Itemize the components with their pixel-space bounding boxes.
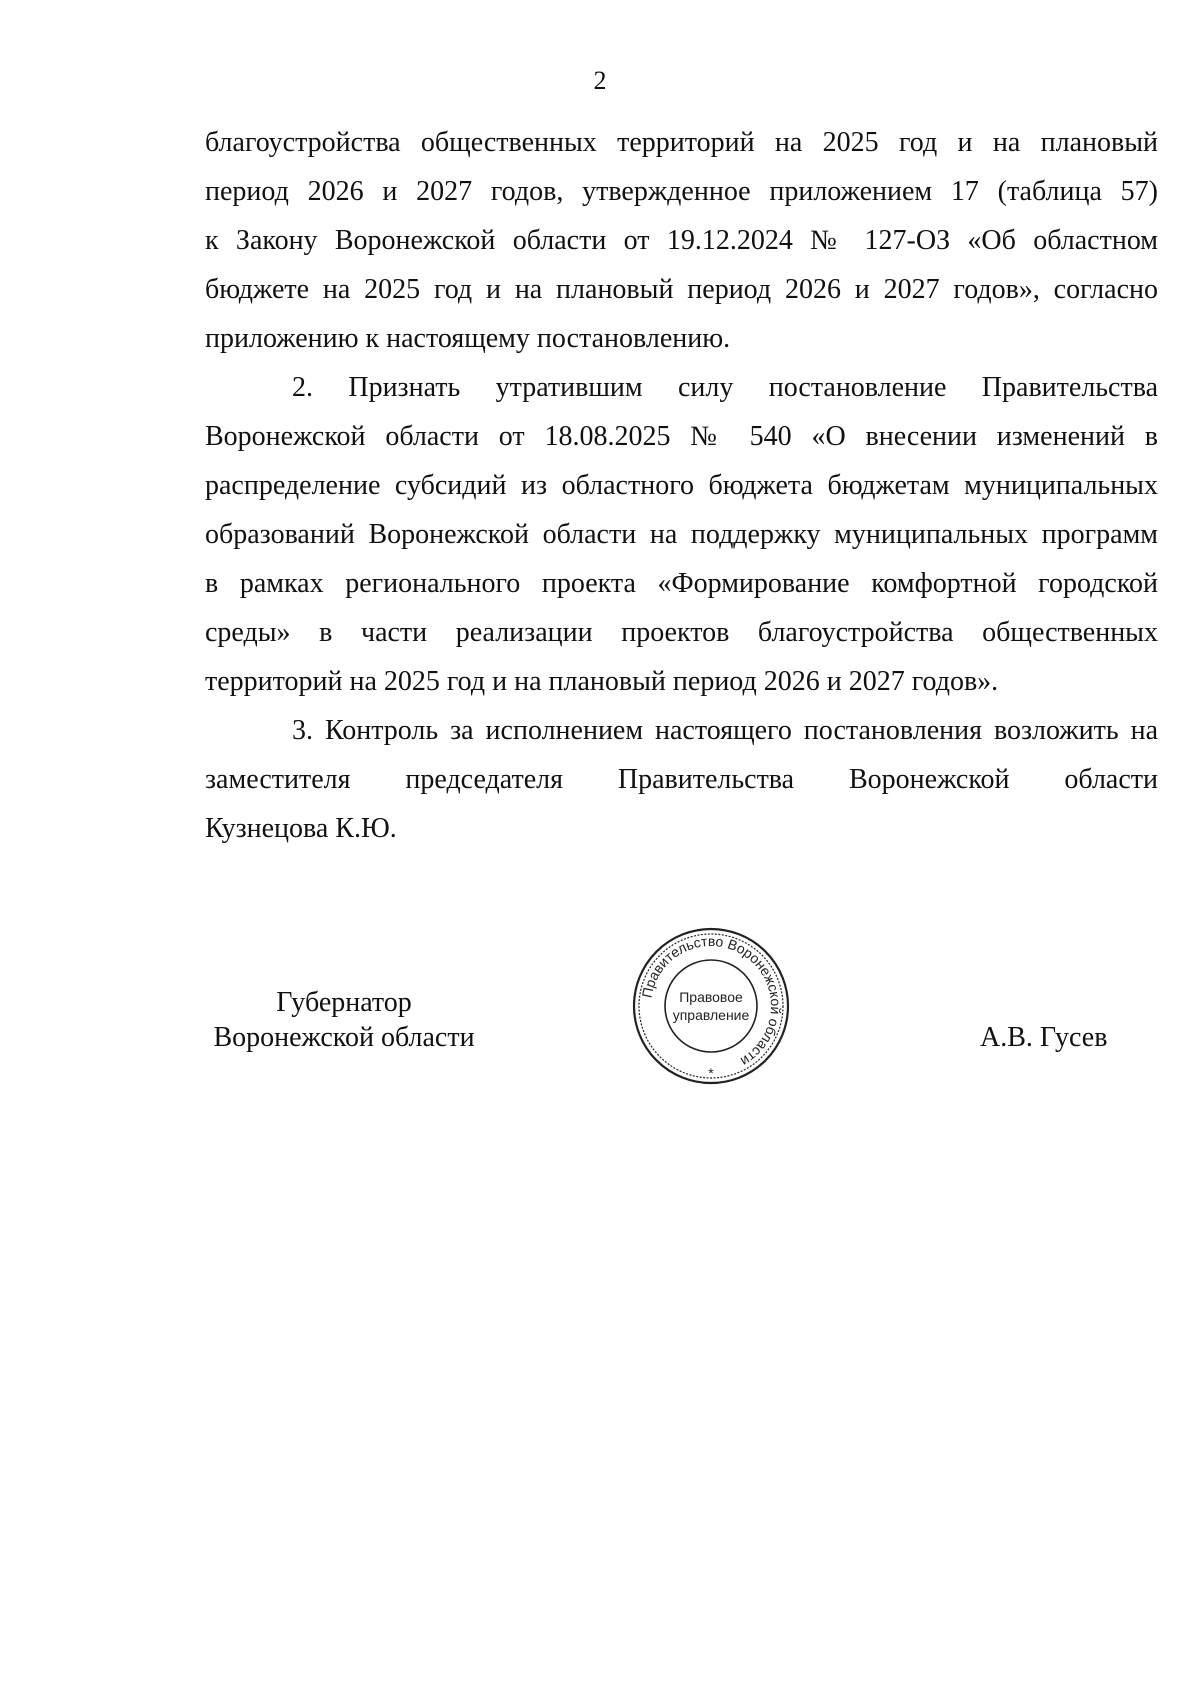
- text-line: распределение субсидий из областного бюджета бюджетам муниципальных: [205, 470, 1158, 501]
- official-stamp: [631, 926, 791, 1086]
- document-body: [205, 118, 1158, 853]
- text-line: период 2026 и 2027 годов, утвержденное приложением 17 (таблица 57): [205, 176, 1158, 207]
- paragraph-2: [205, 363, 1158, 706]
- stamp-inner-line2: управление: [672, 1007, 750, 1023]
- text-line: 2. Признать утратившим силу постановление Правительства: [292, 372, 1158, 403]
- stamp-outer-text: Правительство Воронежской области: [638, 932, 785, 1070]
- text-line: Воронежской области от 18.08.2025 № 540 «О внесении изменений в: [205, 421, 1158, 452]
- text-line: заместителя председателя Правительства Воронежской области: [205, 764, 1158, 795]
- text-line: Кузнецова К.Ю.: [205, 813, 397, 844]
- page-number: 2: [593, 66, 607, 95]
- position-title: Губернатор: [276, 987, 412, 1018]
- text-line: 3. Контроль за исполнением настоящего постановления возложить на: [292, 715, 1158, 746]
- text-line: благоустройства общественных территорий на 2025 год и на плановый: [205, 127, 1158, 158]
- text-line: территорий на 2025 год и на плановый период 2026 и 2027 годов».: [205, 666, 999, 697]
- text-line: в рамках регионального проекта «Формирование комфортной городской: [205, 568, 1158, 599]
- text-line: к Закону Воронежской области от 19.12.2024 № 127-ОЗ «Об областном: [205, 225, 1158, 256]
- stamp-inner-line1: Правовое: [679, 989, 743, 1005]
- text-line: бюджете на 2025 год и на плановый период 2026 и 2027 годов», согласно: [205, 274, 1158, 305]
- signatory-position: [204, 985, 484, 1055]
- text-line: образований Воронежской области на поддержку муниципальных программ: [205, 519, 1158, 550]
- stamp-star: *: [708, 1065, 714, 1081]
- text-line: приложению к настоящему постановлению.: [205, 323, 731, 354]
- paragraph-3: [205, 706, 1158, 853]
- signatory-name: А.В. Гусев: [980, 1022, 1108, 1053]
- paragraph-1: [205, 118, 1158, 363]
- position-region: Воронежской области: [213, 1022, 475, 1053]
- text-line: среды» в части реализации проектов благоустройства общественных: [205, 617, 1158, 648]
